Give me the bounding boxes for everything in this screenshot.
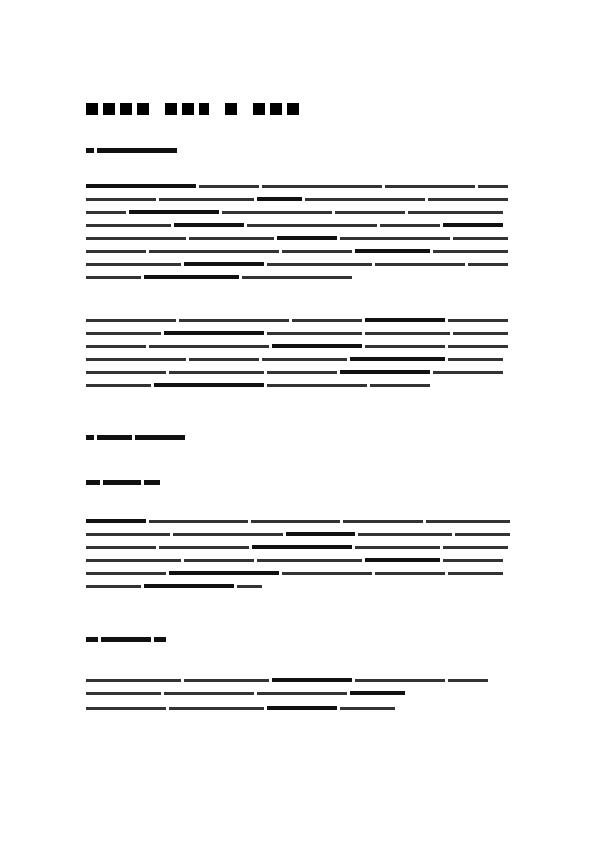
body-paragraph [86,678,510,719]
body-paragraph [86,318,510,396]
section-heading [86,637,166,651]
body-paragraph [86,184,510,288]
document-title [86,98,386,120]
body-paragraph [86,519,510,597]
section-heading [86,435,185,449]
section-heading [86,480,160,494]
section-heading [86,148,177,162]
